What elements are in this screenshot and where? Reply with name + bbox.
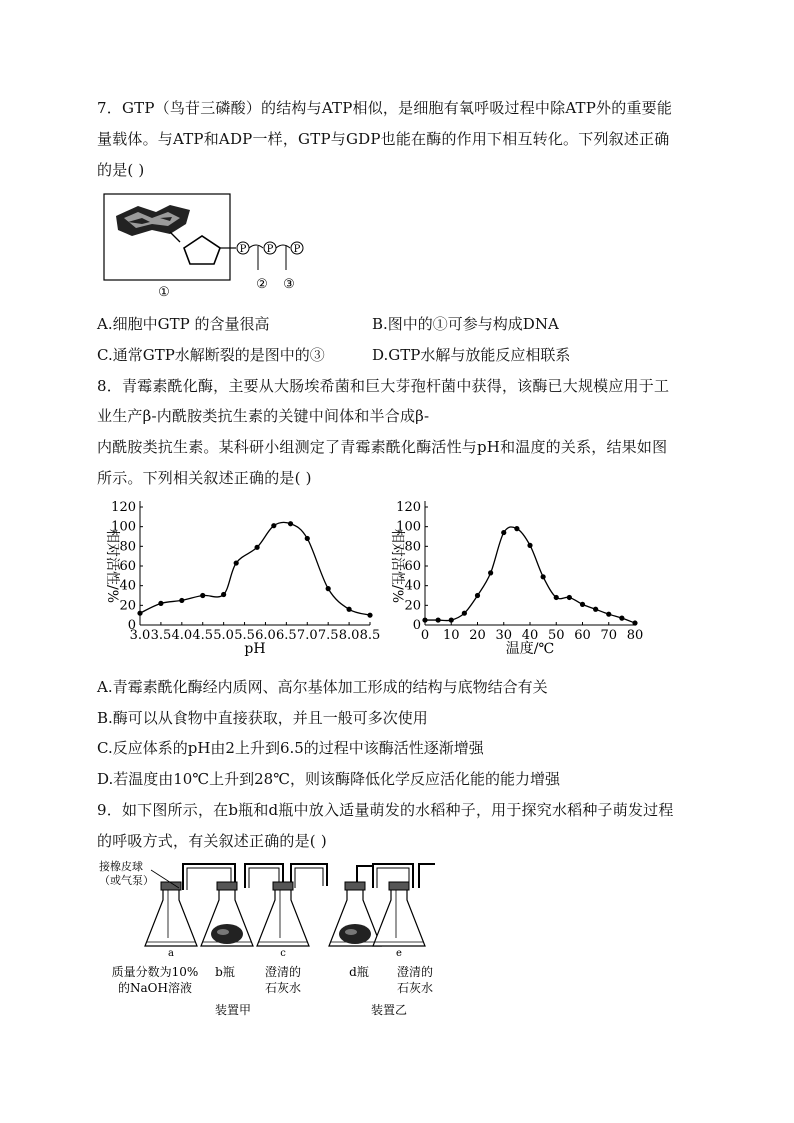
data-point-4: [475, 593, 480, 598]
x-axis-title: pH: [244, 641, 266, 657]
data-point-15: [619, 616, 624, 621]
x-tick-label-7.0: 7.0: [296, 628, 318, 643]
ph-activity-chart: [90, 495, 390, 665]
y-tick-label-20: 20: [404, 598, 421, 614]
y-tick-label-80: 80: [404, 539, 421, 555]
flask-a-label: a: [168, 948, 174, 959]
pump-label-1: 接橡皮球: [99, 860, 143, 873]
data-point-9: [541, 574, 546, 579]
q8-stem-line-2: 业生产β-内酰胺类抗生素的关键中间体和半合成β-: [97, 407, 430, 425]
phosphate-1-label: P: [239, 244, 247, 255]
y-tick-label-0: 0: [127, 618, 136, 633]
caption-d: d瓶: [349, 965, 369, 979]
data-point-6: [254, 545, 259, 550]
data-point-8: [527, 543, 532, 548]
series-line: [140, 522, 370, 615]
x-tick-label-50: 50: [547, 628, 565, 643]
q7-stem-line-2: 量载体。与ATP和ADP一样，GTP与GDP也能在酶的作用下相互转化。下列叙述正确: [97, 130, 670, 148]
y-axis-title: 相对活性/%: [389, 528, 405, 604]
flask-b-seeds-highlight: [217, 929, 229, 935]
x-tick-label-8.5: 8.5: [359, 628, 381, 643]
y-tick-label-80: 80: [119, 539, 136, 555]
caption-e-1: 澄清的: [396, 965, 434, 979]
x-tick-label-6.0: 6.0: [255, 628, 276, 643]
pump-label-2: （或气泵）: [99, 874, 154, 887]
q7-option-b: B.图中的①可参与构成DNA: [372, 315, 559, 333]
device-1-label: 装置甲: [214, 1003, 252, 1017]
q7-stem-line-3: 的是( ): [97, 161, 145, 179]
q8-stem-line-1: 8．青霉素酰化酶，主要从大肠埃希菌和巨大芽孢杆菌中获得，该酶已大规模应用于工: [97, 377, 670, 395]
data-point-13: [593, 607, 598, 612]
q7-option-d: D.GTP水解与放能反应相联系: [372, 346, 571, 364]
data-point-8: [288, 521, 293, 526]
q8-option-b: B.酶可以从食物中直接获取，并且一般可多次使用: [97, 709, 428, 727]
flask-d-seeds-highlight: [345, 929, 357, 935]
y-tick-label-40: 40: [119, 578, 136, 594]
flask-d-stopper: [345, 882, 365, 890]
q7-option-a: A.细胞中GTP 的含量很高: [97, 315, 270, 333]
x-tick-label-4.5: 4.5: [192, 628, 214, 643]
data-point-10: [554, 595, 559, 600]
x-axis-title: 温度/℃: [505, 641, 555, 657]
x-tick-label-4.0: 4.0: [171, 628, 193, 643]
data-point-14: [606, 612, 611, 617]
x-tick-label-20: 20: [469, 628, 486, 643]
data-point-16: [632, 620, 637, 625]
label-2: ②: [256, 277, 268, 292]
x-tick-label-0: 0: [420, 628, 430, 643]
x-tick-label-10: 10: [442, 628, 460, 643]
data-point-0: [137, 611, 142, 616]
x-tick-label-3.5: 3.5: [150, 628, 172, 643]
y-tick-label-0: 0: [412, 618, 421, 633]
q8-stem-line-4: 所示。下列相关叙述正确的是( ): [97, 469, 312, 487]
y-tick-label-120: 120: [396, 500, 421, 515]
data-point-12: [367, 613, 372, 618]
y-tick-label-40: 40: [404, 578, 421, 594]
x-tick-label-6.5: 6.5: [276, 628, 297, 643]
x-tick-label-60: 60: [574, 628, 591, 643]
q9-stem-line-1: 9．如下图所示，在b瓶和d瓶中放入适量萌发的水稻种子，用于探究水稻种子萌发过程: [97, 801, 674, 819]
respiration-apparatus-diagram: [95, 858, 455, 1020]
series-line: [425, 527, 635, 623]
x-tick-label-5.5: 5.5: [234, 628, 255, 643]
flask-c-label: c: [280, 948, 286, 959]
y-tick-label-60: 60: [119, 559, 136, 574]
phosphate-3-label: P: [293, 244, 301, 255]
x-tick-label-5.0: 5.0: [213, 628, 234, 643]
q8-option-d: D.若温度由10℃上升到28℃，则该酶降低化学反应活化能的能力增强: [97, 770, 560, 788]
caption-b: b瓶: [215, 965, 235, 979]
data-point-9: [305, 536, 310, 541]
y-tick-label-100: 100: [396, 519, 421, 535]
x-tick-label-70: 70: [600, 628, 618, 643]
y-tick-label-60: 60: [404, 559, 421, 574]
data-point-10: [326, 586, 331, 591]
data-point-7: [271, 523, 276, 528]
flask-e-stopper: [389, 882, 409, 890]
data-point-2: [449, 617, 454, 622]
data-point-4: [221, 592, 226, 597]
flask-c: [257, 888, 309, 946]
flask-b-stopper: [217, 882, 237, 890]
caption-c-2: 石灰水: [264, 981, 302, 995]
caption-a-1: 质量分数为10%: [111, 965, 199, 979]
caption-e-2: 石灰水: [396, 981, 434, 995]
caption-a-2: 的NaOH溶液: [118, 981, 192, 995]
data-point-2: [179, 598, 184, 603]
data-point-3: [462, 611, 467, 616]
x-tick-label-3.0: 3.0: [129, 628, 151, 643]
flask-a: [145, 888, 197, 946]
y-tick-label-120: 120: [111, 500, 136, 515]
flask-c-stopper: [273, 882, 293, 890]
data-point-5: [234, 560, 239, 565]
data-point-6: [501, 530, 506, 535]
data-point-12: [580, 602, 585, 607]
q8-option-c: C.反应体系的pH由2上升到6.5的过程中该酶活性逐渐增强: [97, 739, 484, 757]
data-point-5: [488, 570, 493, 575]
data-point-3: [200, 593, 205, 598]
data-point-0: [422, 617, 427, 622]
x-tick-label-8.0: 8.0: [338, 628, 360, 643]
x-tick-label-30: 30: [495, 628, 513, 643]
q9-stem-line-2: 的呼吸方式，有关叙述正确的是( ): [97, 832, 327, 850]
gtp-structure-diagram: [98, 188, 338, 300]
q7-option-c: C.通常GTP水解断裂的是图中的③: [97, 346, 325, 364]
y-tick-label-100: 100: [111, 519, 136, 535]
caption-c-1: 澄清的: [264, 965, 302, 979]
q8-option-a: A.青霉素酰化酶经内质网、高尔基体加工形成的结构与底物结合有关: [97, 678, 548, 696]
q7-stem-line-1: 7．GTP（鸟苷三磷酸）的结构与ATP相似，是细胞有氧呼吸过程中除ATP外的重要能: [97, 99, 673, 117]
flask-e: [373, 888, 425, 946]
label-3: ③: [283, 277, 295, 292]
x-tick-label-80: 80: [626, 628, 644, 643]
data-point-1: [158, 601, 163, 606]
temperature-activity-chart: [380, 495, 660, 665]
data-point-1: [436, 617, 441, 622]
x-tick-label-40: 40: [521, 628, 539, 643]
q8-stem-line-3: 内酰胺类抗生素。某科研小组测定了青霉素酰化酶活性与pH和温度的关系，结果如图: [97, 438, 668, 456]
y-tick-label-20: 20: [119, 598, 136, 614]
label-1: ①: [158, 285, 170, 300]
data-point-7: [514, 526, 519, 531]
data-point-11: [567, 595, 572, 600]
flask-e-label: e: [396, 948, 402, 959]
phosphate-2-label: P: [266, 244, 274, 255]
data-point-11: [346, 607, 351, 612]
x-tick-label-7.5: 7.5: [317, 628, 339, 643]
device-2-label: 装置乙: [370, 1003, 408, 1017]
y-axis-title: 相对活性/%: [104, 528, 120, 604]
